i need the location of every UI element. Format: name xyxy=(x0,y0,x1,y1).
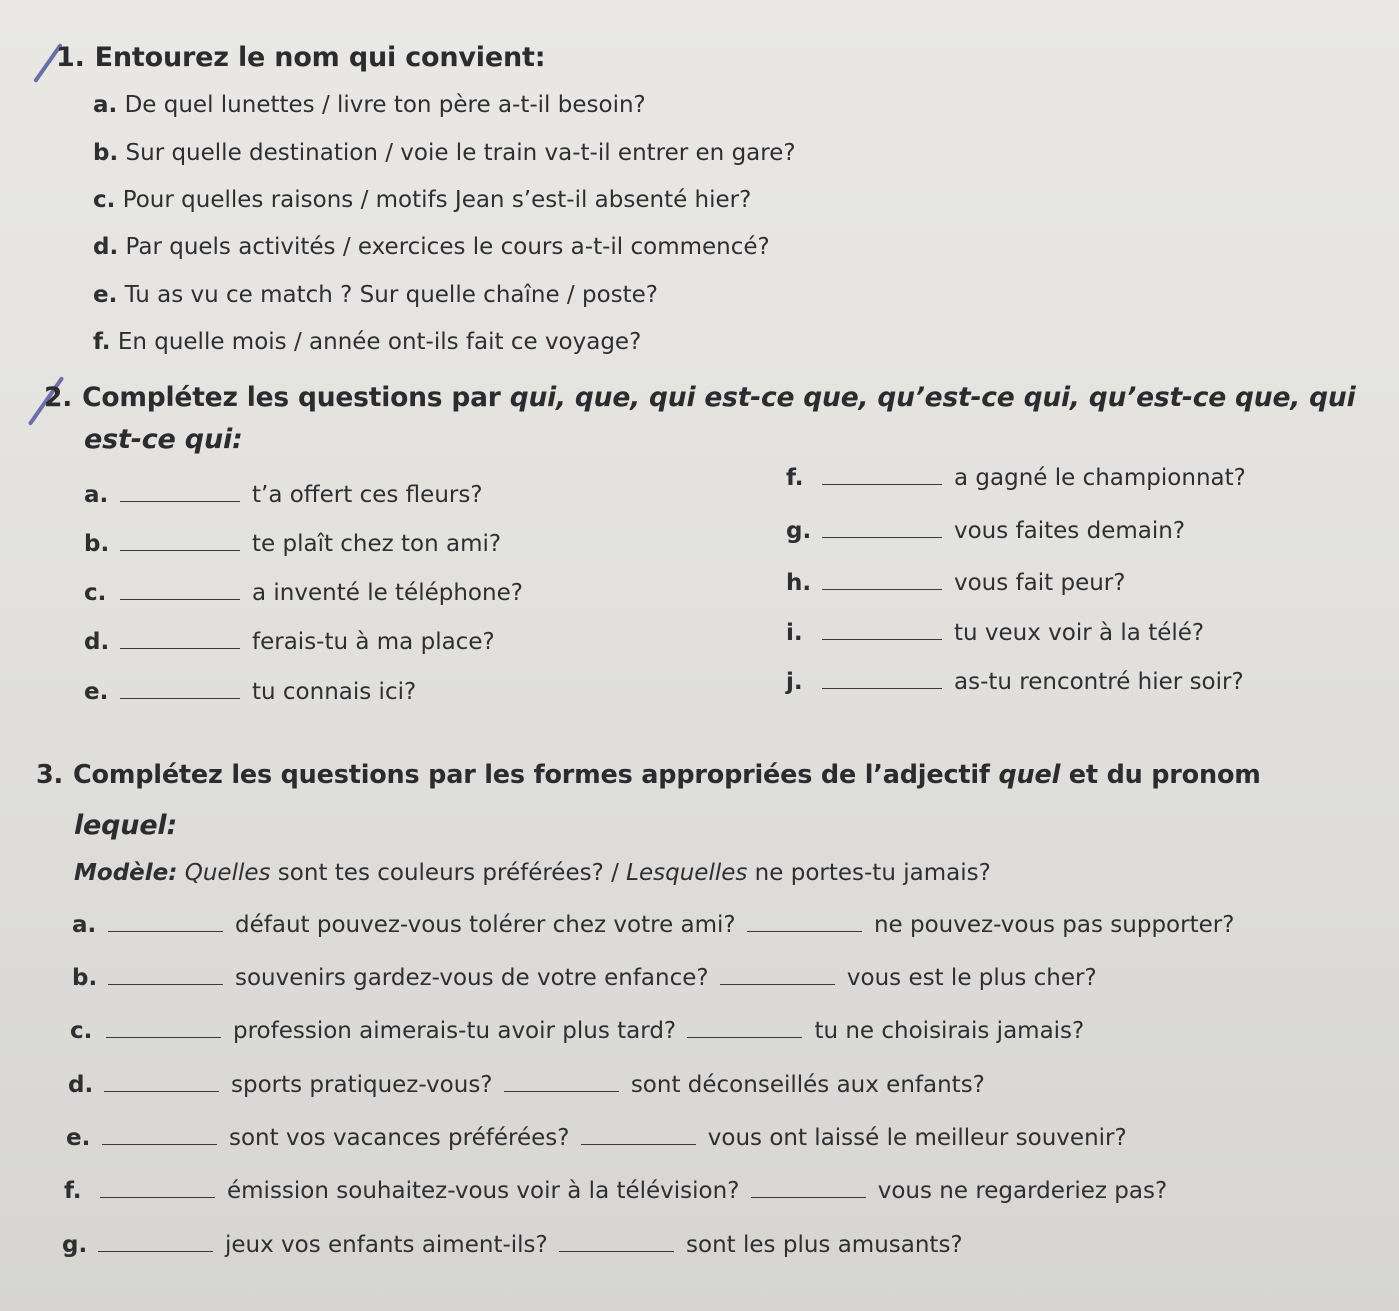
answer-blank-1[interactable] xyxy=(108,966,223,985)
item-text: Pour quelles raisons / motifs Jean s’est-il absenté hier? xyxy=(122,187,752,213)
item-label: c. xyxy=(93,187,116,213)
item-question-1: jeux vos enfants aiment-ils? xyxy=(225,1232,548,1258)
answer-blank[interactable] xyxy=(822,571,942,590)
item-text: tu connais ici? xyxy=(252,679,417,705)
item-text: De quel lunettes / livre ton père a-t-il besoin? xyxy=(124,92,646,118)
item-text: vous fait peur? xyxy=(954,570,1126,596)
exercise-2-item-f xyxy=(786,465,1246,491)
item-text: Sur quelle destination / voie le train va-t-il entrer en gare? xyxy=(125,140,796,166)
exercise-2-instruction: Complétez les questions par xyxy=(82,382,510,413)
item-label: a. xyxy=(84,482,109,508)
exercise-3-instruction: Complétez les questions par les formes appropriées de l’adjectif xyxy=(73,760,999,790)
item-question-1: souvenirs gardez-vous de votre enfance? xyxy=(235,965,709,991)
answer-blank[interactable] xyxy=(120,630,240,649)
exercise-3-item-e xyxy=(66,1125,1127,1151)
item-label: h. xyxy=(786,570,812,596)
model-text-1: sont tes couleurs préférées? / xyxy=(270,860,627,886)
item-text: a gagné le championnat? xyxy=(954,465,1246,491)
item-question-1: sports pratiquez-vous? xyxy=(231,1072,493,1098)
answer-blank-2[interactable] xyxy=(559,1233,674,1252)
item-text: ferais-tu à ma place? xyxy=(252,629,495,655)
item-label: d. xyxy=(68,1072,94,1098)
answer-blank-2[interactable] xyxy=(720,966,835,985)
exercise-3-item-d xyxy=(68,1072,985,1098)
item-text: te plaît chez ton ami? xyxy=(252,531,502,557)
item-question-2: vous est le plus cher? xyxy=(846,965,1097,991)
answer-blank-2[interactable] xyxy=(581,1126,696,1145)
exercise-1-item-c xyxy=(93,187,751,213)
exercise-2-item-j xyxy=(786,669,1244,695)
item-question-2: vous ne regarderiez pas? xyxy=(877,1178,1168,1204)
item-label: g. xyxy=(62,1232,88,1258)
exercise-2-title-continued: est-ce qui: xyxy=(84,424,243,455)
answer-blank[interactable] xyxy=(822,519,942,538)
item-label: c. xyxy=(70,1018,93,1044)
answer-blank-1[interactable] xyxy=(106,1019,221,1038)
item-label: a. xyxy=(93,92,118,118)
exercise-3-item-a xyxy=(72,912,1234,938)
exercise-3-item-f xyxy=(64,1178,1167,1204)
exercise-3-title xyxy=(36,760,1261,790)
item-label: d. xyxy=(84,629,110,655)
exercise-3-target-word: quel xyxy=(998,760,1061,790)
item-label: d. xyxy=(93,234,119,260)
exercise-2-item-c xyxy=(84,580,523,606)
item-question-2: vous ont laissé le meilleur souvenir? xyxy=(707,1125,1127,1151)
model-word-1: Quelles xyxy=(184,860,271,886)
answer-blank[interactable] xyxy=(822,621,942,640)
exercise-1-number: 1. xyxy=(56,42,85,73)
exercise-3-title-continued: lequel: xyxy=(74,810,178,841)
item-question-2: ne pouvez-vous pas supporter? xyxy=(873,912,1235,938)
answer-blank-2[interactable] xyxy=(751,1179,866,1198)
item-label: i. xyxy=(786,620,803,646)
exercise-1-title xyxy=(56,42,545,73)
model-word-2: Lesquelles xyxy=(626,860,748,886)
item-label: c. xyxy=(84,580,107,606)
answer-blank-1[interactable] xyxy=(108,913,223,932)
exercise-3-item-b xyxy=(72,965,1097,991)
item-label: f. xyxy=(64,1178,82,1204)
item-text: a inventé le téléphone? xyxy=(252,580,523,606)
item-question-1: sont vos vacances préférées? xyxy=(229,1125,570,1151)
answer-blank[interactable] xyxy=(120,532,240,551)
model-label: Modèle: xyxy=(74,860,178,886)
answer-blank[interactable] xyxy=(120,680,240,699)
exercise-2-item-d xyxy=(84,629,495,655)
exercise-2-item-b xyxy=(84,531,501,557)
exercise-1-item-f xyxy=(93,329,641,355)
exercise-3-number: 3. xyxy=(36,760,64,790)
answer-blank[interactable] xyxy=(120,581,240,600)
item-text: tu veux voir à la télé? xyxy=(954,620,1205,646)
exercise-3-item-g xyxy=(62,1232,963,1258)
answer-blank-1[interactable] xyxy=(104,1073,219,1092)
model-text-2: ne portes-tu jamais? xyxy=(747,860,991,886)
item-label: e. xyxy=(66,1125,91,1151)
exercise-2-number: 2. xyxy=(44,382,73,413)
answer-blank-1[interactable] xyxy=(102,1126,217,1145)
exercise-2-item-h xyxy=(786,570,1125,596)
answer-blank-2[interactable] xyxy=(504,1073,619,1092)
exercise-2-item-i xyxy=(786,620,1204,646)
item-question-2: tu ne choisirais jamais? xyxy=(814,1018,1085,1044)
exercise-2-item-a xyxy=(84,482,483,508)
item-label: e. xyxy=(84,679,109,705)
item-question-1: défaut pouvez-vous tolérer chez votre ami? xyxy=(235,912,736,938)
exercise-1-item-b xyxy=(93,140,796,166)
item-text: as-tu rencontré hier soir? xyxy=(954,669,1244,695)
item-question-2: sont les plus amusants? xyxy=(686,1232,963,1258)
answer-blank-1[interactable] xyxy=(98,1233,213,1252)
item-label: f. xyxy=(786,465,804,491)
exercise-3-model xyxy=(74,860,991,886)
exercise-2-title xyxy=(44,382,1355,413)
answer-blank[interactable] xyxy=(120,483,240,502)
answer-blank-2[interactable] xyxy=(687,1019,802,1038)
item-label: e. xyxy=(93,282,118,308)
item-question-1: émission souhaitez-vous voir à la télévision? xyxy=(227,1178,740,1204)
answer-blank-1[interactable] xyxy=(100,1179,215,1198)
answer-blank[interactable] xyxy=(822,670,942,689)
item-label: b. xyxy=(84,531,110,557)
item-label: a. xyxy=(72,912,97,938)
item-label: b. xyxy=(72,965,98,991)
item-label: f. xyxy=(93,329,111,355)
item-label: j. xyxy=(786,669,803,695)
item-label: b. xyxy=(93,140,119,166)
item-label: g. xyxy=(786,518,812,544)
item-text: En quelle mois / année ont-ils fait ce voyage? xyxy=(117,329,642,355)
item-text: t’a offert ces fleurs? xyxy=(252,482,483,508)
item-text: Tu as vu ce match ? Sur quelle chaîne / poste? xyxy=(124,282,659,308)
item-question-1: profession aimerais-tu avoir plus tard? xyxy=(233,1018,677,1044)
exercise-1-instruction: Entourez le nom qui convient: xyxy=(94,42,546,73)
exercise-1-item-e xyxy=(93,282,658,308)
exercise-2-item-g xyxy=(786,518,1185,544)
exercise-3-item-c xyxy=(70,1018,1084,1044)
item-text: Par quels activités / exercices le cours a-t-il commencé? xyxy=(125,234,770,260)
answer-blank[interactable] xyxy=(822,466,942,485)
exercise-1-item-a xyxy=(93,92,646,118)
answer-blank-2[interactable] xyxy=(747,913,862,932)
exercise-1-item-d xyxy=(93,234,770,260)
item-text: vous faites demain? xyxy=(954,518,1186,544)
exercise-3-instruction-tail: et du pronom xyxy=(1060,760,1261,790)
item-question-2: sont déconseillés aux enfants? xyxy=(630,1072,985,1098)
exercise-2-item-e xyxy=(84,679,416,705)
exercise-2-target-words: qui, que, qui est-ce que, qu’est-ce qui, qu’est-ce que, qui xyxy=(509,382,1356,413)
